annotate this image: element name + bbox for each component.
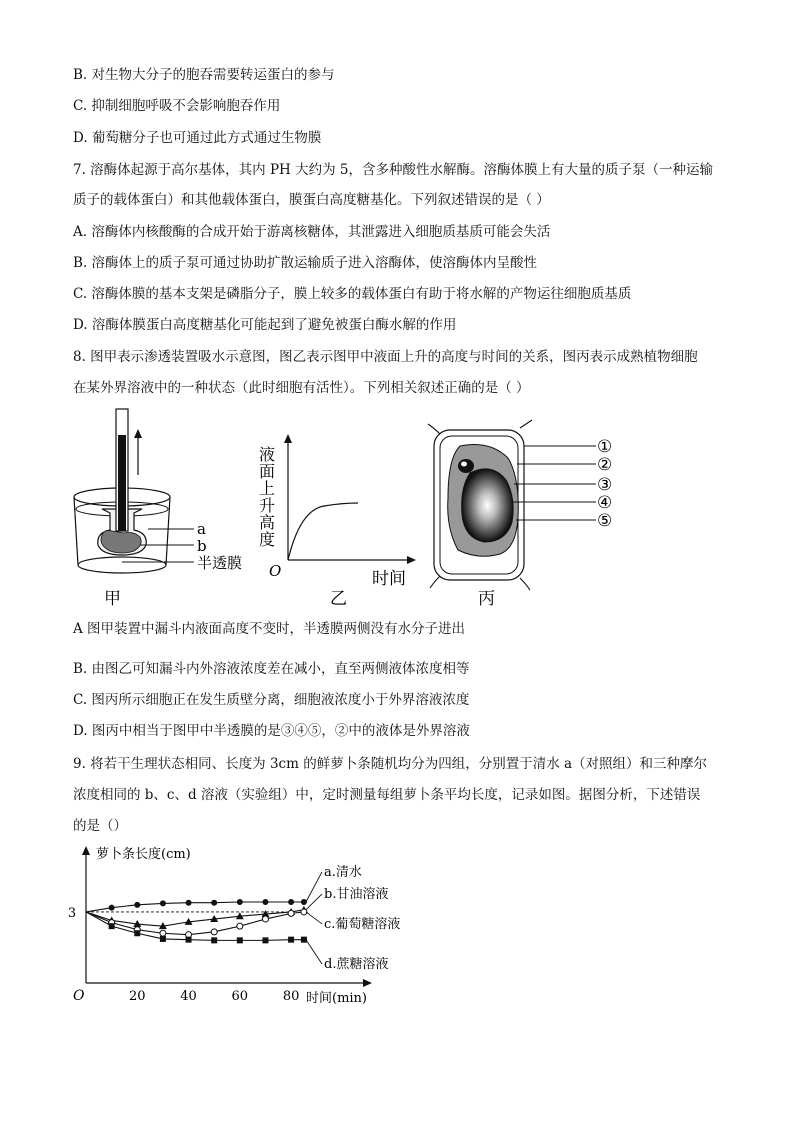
q8-stem-line2: 在某外界溶液中的一种状态（此时细胞有活性）。下列相关叙述正确的是（ ） <box>73 380 530 396</box>
q7-stem-line2: 质子的载体蛋白）和其他载体蛋白，膜蛋白高度糖基化。下列叙述错误的是（ ） <box>73 192 550 208</box>
caption-yi: 乙 <box>330 589 347 609</box>
series-label: b.甘油溶液 <box>324 886 389 902</box>
x-tick-label: 20 <box>128 989 146 1004</box>
series-label: a.清水 <box>324 864 362 880</box>
cell-label-5: ⑤ <box>597 511 613 531</box>
data-point <box>109 923 115 929</box>
data-point <box>262 937 268 943</box>
series-leader-line <box>306 872 322 902</box>
data-point <box>109 905 115 911</box>
data-point <box>186 900 192 906</box>
cell-label-1: ① <box>597 437 613 457</box>
series-label: c.葡萄糖溶液 <box>324 916 401 932</box>
radish-length-chart <box>60 838 440 1010</box>
data-point <box>160 936 166 942</box>
y-tick-label: 3 <box>67 905 77 921</box>
data-point <box>134 930 140 936</box>
x-tick-label: 80 <box>282 989 300 1004</box>
data-point <box>288 899 294 905</box>
caption-bing: 丙 <box>478 589 495 609</box>
x-tick-label: 40 <box>180 989 197 1004</box>
y-axis-arrow <box>82 846 90 855</box>
data-point <box>262 899 268 905</box>
q6-option-b: B. 对生物大分子的胞吞需要转运蛋白的参与 <box>73 67 335 83</box>
label-a: a <box>197 520 206 538</box>
x-axis-arrow <box>363 979 372 987</box>
label-b: b <box>197 537 207 555</box>
figure-yi-rise-curve <box>256 430 427 610</box>
caption-jia: 甲 <box>104 589 121 609</box>
data-point <box>134 902 140 908</box>
q6-option-d: D. 葡萄糖分子也可通过此方式通过生物膜 <box>73 130 322 146</box>
q7-option-b: B. 溶酶体上的质子泵可通过协助扩散运输质子进入溶酶体，使溶酶体内呈酸性 <box>73 255 538 271</box>
yi-xlabel: 时间 <box>372 569 406 589</box>
data-point <box>262 916 268 922</box>
q8-option-c: C. 图丙所示细胞正在发生质壁分离，细胞液浓度小于外界溶液浓度 <box>73 692 470 708</box>
x-tick-label: 60 <box>231 989 249 1004</box>
yi-origin: O <box>269 562 282 580</box>
q7-stem-line1: 7. 溶酶体起源于高尔基体，其内 PH 大约为 5，含多种酸性水解酶。溶酶体膜上有大量的质子泵（一种运输 <box>73 162 713 178</box>
q9-stem-line3: 的是（） <box>73 818 127 834</box>
q8-stem-line1: 8. 图甲表示渗透装置吸水示意图，图乙表示图甲中液面上升的高度与时间的关系，图丙表示成熟植物细胞 <box>73 349 698 365</box>
origin-label: O <box>73 988 85 1004</box>
x-axis-label: 时间(min) <box>306 991 368 1006</box>
q8-option-b: B. 由图乙可知漏斗内外溶液浓度差在减小，直至两侧液体浓度相等 <box>73 661 470 677</box>
q7-option-d: D. 溶酶体膜蛋白高度糖基化可能起到了避免被蛋白酶水解的作用 <box>73 317 457 333</box>
q6-option-c: C. 抑制细胞呼吸不会影响胞吞作用 <box>73 98 281 114</box>
label-semipermeable-membrane: 半透膜 <box>197 554 243 572</box>
data-point <box>237 899 243 905</box>
data-point <box>211 937 217 943</box>
series-label: d.蔗糖溶液 <box>324 956 389 972</box>
cell-label-4: ④ <box>597 493 613 513</box>
data-point <box>160 900 166 906</box>
y-axis-label: 萝卜条长度(cm) <box>96 847 191 862</box>
data-point <box>211 900 217 906</box>
q9-stem-line1: 9. 将若干生理状态相同、长度为 3cm 的鲜萝卜条随机均分为四组，分别置于清水 a（对照组）和三种摩尔 <box>73 756 708 772</box>
figure-bing-plant-cell <box>420 418 630 610</box>
series-leader-line <box>306 940 322 964</box>
series-line <box>86 912 304 935</box>
q9-stem-line2: 浓度相同的 b、c、d 溶液（实验组）中，定时测量每组萝卜条平均长度，记录如图。据图分析，下述错误 <box>73 787 701 803</box>
series-leader-line <box>306 894 322 910</box>
figure-jia-osmosis-apparatus <box>62 405 262 610</box>
cell-label-2: ② <box>597 455 613 475</box>
series-leader-line <box>306 912 322 924</box>
cell-label-3: ③ <box>597 475 613 495</box>
series-line <box>86 912 304 940</box>
data-point <box>237 923 243 929</box>
series-line <box>86 902 304 912</box>
q7-option-a: A. 溶酶体内核酸酶的合成开始于游离核糖体，其泄露进入细胞质基质可能会失活 <box>73 224 551 240</box>
q7-option-c: C. 溶酶体膜的基本支架是磷脂分子，膜上较多的载体蛋白有助于将水解的产物运往细胞质基质 <box>73 286 632 302</box>
data-point <box>160 930 166 936</box>
data-point <box>186 937 192 943</box>
data-point <box>211 929 217 935</box>
data-point <box>288 937 294 943</box>
q8-option-d: D. 图丙中相当于图甲中半透膜的是③④⑤，②中的液体是外界溶液 <box>73 723 470 739</box>
q8-option-a: A 图甲装置中漏斗内液面高度不变时，半透膜两侧没有水分子进出 <box>73 621 466 637</box>
data-point <box>237 937 243 943</box>
yi-ylabel: 液面上升高度 <box>256 446 276 548</box>
data-point <box>288 910 294 916</box>
